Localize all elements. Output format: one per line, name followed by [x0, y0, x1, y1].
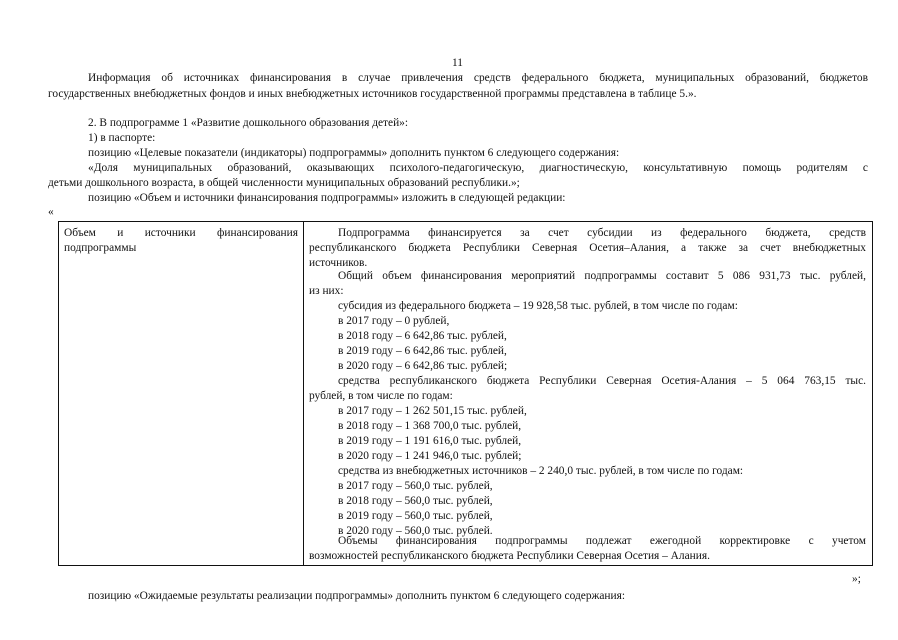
final-line: позицию «Ожидаемые результаты реализации подпрограммы» дополнить пунктом 6 следующего содержания:	[88, 590, 626, 602]
table-text-line: в 2017 году – 1 262 501,15 тыс. рублей,	[338, 405, 527, 417]
intro-line-2: государственных внебюджетных фондов и иных внебюджетных источников государственной программы представлена в таблице 5.».	[48, 88, 697, 100]
page-number: 11	[452, 57, 463, 69]
intro-line-1: Информация об источниках финансирования в случае привлечения средств федерального бюджета, муниципальных образований, бюджетов	[88, 72, 868, 84]
table-text-line: Общий объем финансирования мероприятий подпрограммы составит 5 086 931,73 тыс. рублей,	[338, 270, 866, 282]
table-text-line: в 2020 году – 6 642,86 тыс. рублей;	[338, 360, 508, 372]
table-text-line: источников.	[309, 257, 368, 269]
table-text-line: рублей, в том числе по годам:	[309, 390, 453, 402]
table-text-line: возможностей республиканского бюджета Республики Северная Осетия – Алания.	[309, 550, 710, 562]
table-text-line: в 2019 году – 560,0 тыс. рублей,	[338, 510, 493, 522]
quote-line-1: «Доля муниципальных образований, оказывающих психолого-педагогическую, диагностическую, консультативную помощь родителям с	[88, 162, 868, 174]
quote-line-2: детьми дошкольного возраста, в общей численности муниципальных образований республики.»;	[48, 177, 520, 189]
section-heading: 2. В подпрограмме 1 «Развитие дошкольного образования детей»:	[88, 117, 409, 129]
table-text-line: в 2019 году – 6 642,86 тыс. рублей,	[338, 345, 507, 357]
table-text-line: средства из внебюджетных источников – 2 240,0 тыс. рублей, в том числе по годам:	[338, 465, 744, 477]
table-text-line: Объемы финансирования подпрограммы подлежат ежегодной корректировке с учетом	[338, 535, 866, 547]
table-text-line: в 2019 году – 1 191 616,0 тыс. рублей,	[338, 435, 522, 447]
table-text-line: в 2018 году – 1 368 700,0 тыс. рублей,	[338, 420, 522, 432]
table-text-line: в 2017 году – 560,0 тыс. рублей,	[338, 480, 493, 492]
table-text-line: республиканского бюджета Республики Северная Осетия–Алания, а также за счет внебюджетных	[309, 242, 866, 254]
table-text-line: в 2020 году – 560,0 тыс. рублей.	[338, 525, 493, 537]
table-text-line: в 2020 году – 1 241 946,0 тыс. рублей;	[338, 450, 522, 462]
table-text-line: в 2018 году – 6 642,86 тыс. рублей,	[338, 330, 507, 342]
table-left-label-line-1: Объем и источники финансирования	[64, 227, 298, 239]
table-text-line: в 2018 году – 560,0 тыс. рублей,	[338, 495, 493, 507]
table-text-line: Подпрограмма финансируется за счет субсидии из федерального бюджета, средств	[338, 227, 866, 239]
targets-position-text: позицию «Целевые показатели (индикаторы) подпрограммы» дополнить пунктом 6 следующего содержания:	[88, 147, 620, 159]
table-text-line: в 2017 году – 0 рублей,	[338, 315, 450, 327]
item-passport: 1) в паспорте:	[88, 132, 156, 144]
table-text-line: средства республиканского бюджета Республики Северная Осетия-Алания – 5 064 763,15 тыс.	[338, 375, 866, 387]
open-quote: «	[48, 206, 54, 218]
table-text-line: субсидия из федерального бюджета – 19 928,58 тыс. рублей, в том числе по годам:	[338, 300, 738, 312]
close-quote: »;	[852, 573, 861, 585]
table-column-divider	[303, 221, 304, 566]
table-text-line: из них:	[309, 285, 344, 297]
table-left-label-line-2: подпрограммы	[64, 242, 137, 254]
volume-position-text: позицию «Объем и источники финансирования подпрограммы» изложить в следующей редакции:	[88, 192, 566, 204]
